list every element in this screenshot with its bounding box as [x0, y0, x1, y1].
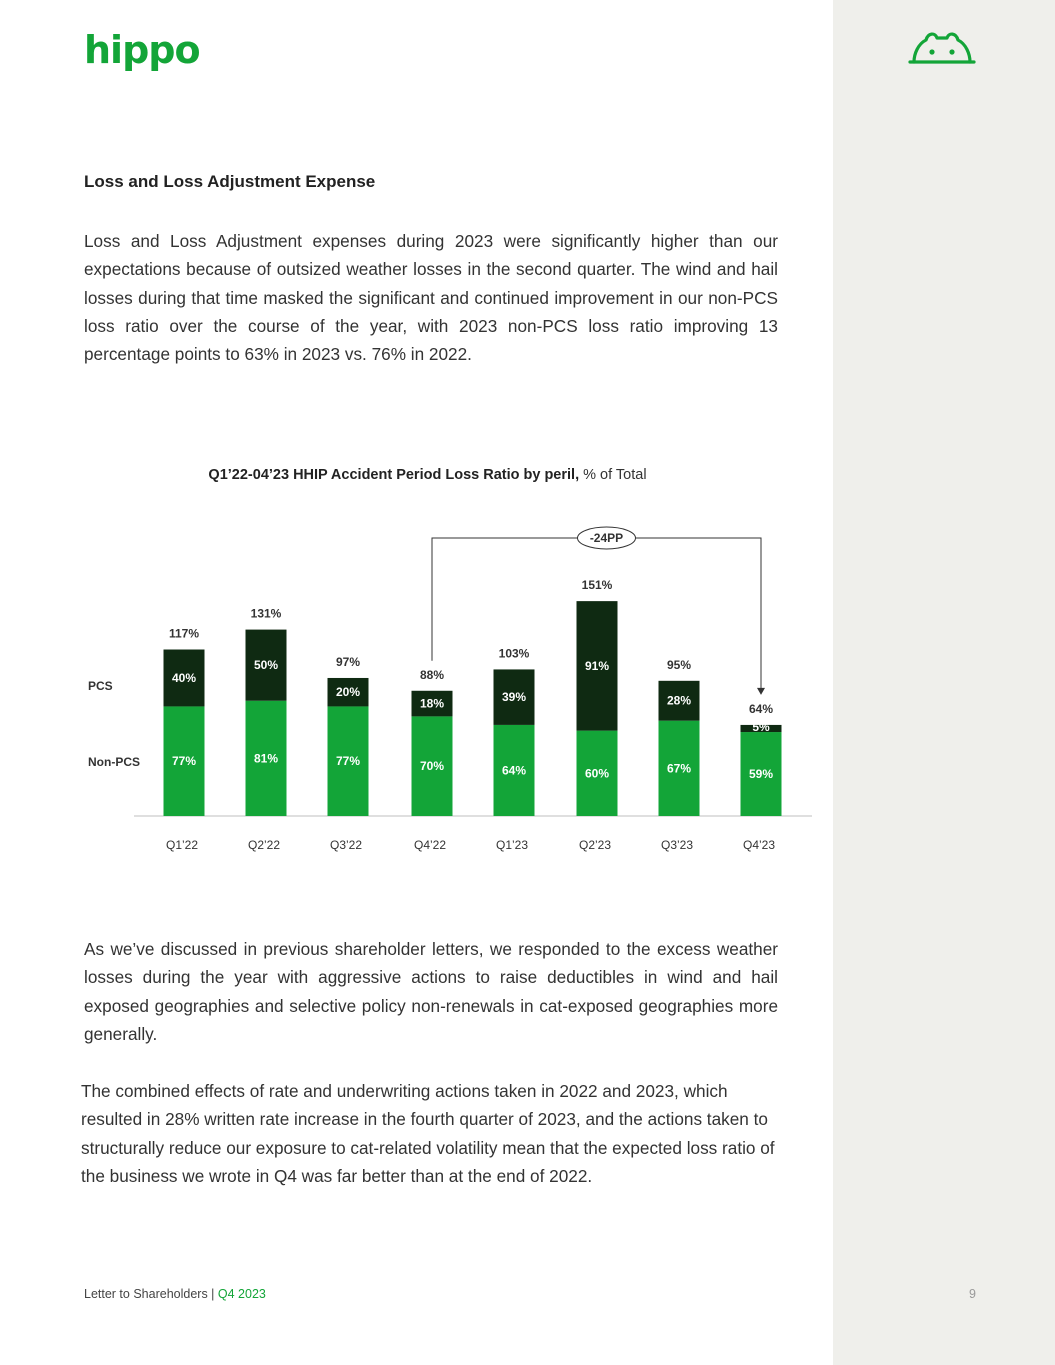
footer-quarter: Q4 2023 — [217, 1287, 266, 1301]
label-pcs: 5% — [752, 720, 770, 735]
label-total: 131% — [250, 606, 282, 621]
annotation-label: -24PP — [589, 531, 624, 545]
label-total: 151% — [581, 578, 613, 593]
label-total: 117% — [168, 626, 200, 641]
x-tick-label: Q2’22 — [247, 838, 281, 852]
body-paragraph-1: Loss and Loss Adjustment expenses during 2023 were significantly higher than our expectations because of outsized weather losses in the second quarter. The wind and hail losses during that time masked the significant and continued improvement in our non-PCS loss ratio over the course of the year, with 2023 non-PCS loss ratio improving 13 percentage points to 63% in 2023 vs. 76% in 2022. — [84, 231, 778, 365]
label-pcs: 50% — [253, 658, 279, 673]
label-total: 64% — [748, 701, 774, 716]
hippo-logo: hippo — [84, 28, 200, 72]
x-tick-label: Q3’22 — [329, 838, 363, 852]
label-pcs: 40% — [171, 670, 197, 685]
annotation-arrow — [757, 688, 765, 695]
x-tick-label: Q1’23 — [495, 838, 529, 852]
label-pcs: 91% — [584, 658, 610, 673]
label-pcs: 28% — [666, 693, 692, 708]
hippo-icon — [908, 30, 976, 66]
label-non-pcs: 60% — [584, 766, 610, 781]
label-total: 103% — [498, 646, 530, 661]
label-pcs: 39% — [501, 690, 527, 705]
label-non-pcs: 77% — [335, 754, 361, 769]
chart-title — [0, 467, 855, 483]
footer-text — [84, 1287, 266, 1301]
loss-ratio-chart — [0, 500, 833, 870]
label-non-pcs: 67% — [666, 761, 692, 776]
chart-title-normal: % of Total — [579, 467, 647, 483]
label-non-pcs: 64% — [501, 763, 527, 778]
x-tick-label: Q4’22 — [413, 838, 447, 852]
right-sidebar-panel — [833, 0, 1055, 1365]
label-non-pcs: 70% — [419, 759, 445, 774]
body-paragraph-2: As we’ve discussed in previous shareholder letters, we responded to the excess weather losses during the year with aggressive actions to raise deductibles in wind and hail exposed geographies and selective policy non-renewals in cat-exposed geographies more generally. — [84, 939, 778, 1044]
x-tick-label: Q1’22 — [165, 838, 199, 852]
label-non-pcs: 81% — [253, 751, 279, 766]
x-tick-label: Q3’23 — [660, 838, 694, 852]
label-pcs: 20% — [335, 685, 361, 700]
legend-non-pcs: Non-PCS — [88, 755, 140, 769]
label-total: 97% — [335, 654, 361, 669]
label-total: 88% — [419, 667, 445, 682]
legend-pcs: PCS — [88, 679, 113, 693]
x-tick-label: Q2’23 — [578, 838, 612, 852]
label-total: 95% — [666, 657, 692, 672]
x-tick-label: Q4’23 — [742, 838, 776, 852]
chart-title-bold: Q1’22-04’23 HHIP Accident Period Loss Ratio by peril, — [208, 467, 580, 483]
footer-label: Letter to Shareholders | — [84, 1287, 215, 1301]
section-title: Loss and Loss Adjustment Expense — [84, 172, 376, 191]
label-non-pcs: 77% — [171, 754, 197, 769]
label-non-pcs: 59% — [748, 767, 774, 782]
page-number: 9 — [969, 1287, 976, 1301]
label-pcs: 18% — [419, 696, 445, 711]
body-paragraph-3: The combined effects of rate and underwriting actions taken in 2022 and 2023, which resulted in 28% written rate increase in the fourth quarter of 2023, and the actions taken to structurally reduce our exposure to cat-related volatility mean that the expected loss ratio of the business we wrote in Q4 was far better than at the end of 2022. — [81, 1081, 775, 1186]
